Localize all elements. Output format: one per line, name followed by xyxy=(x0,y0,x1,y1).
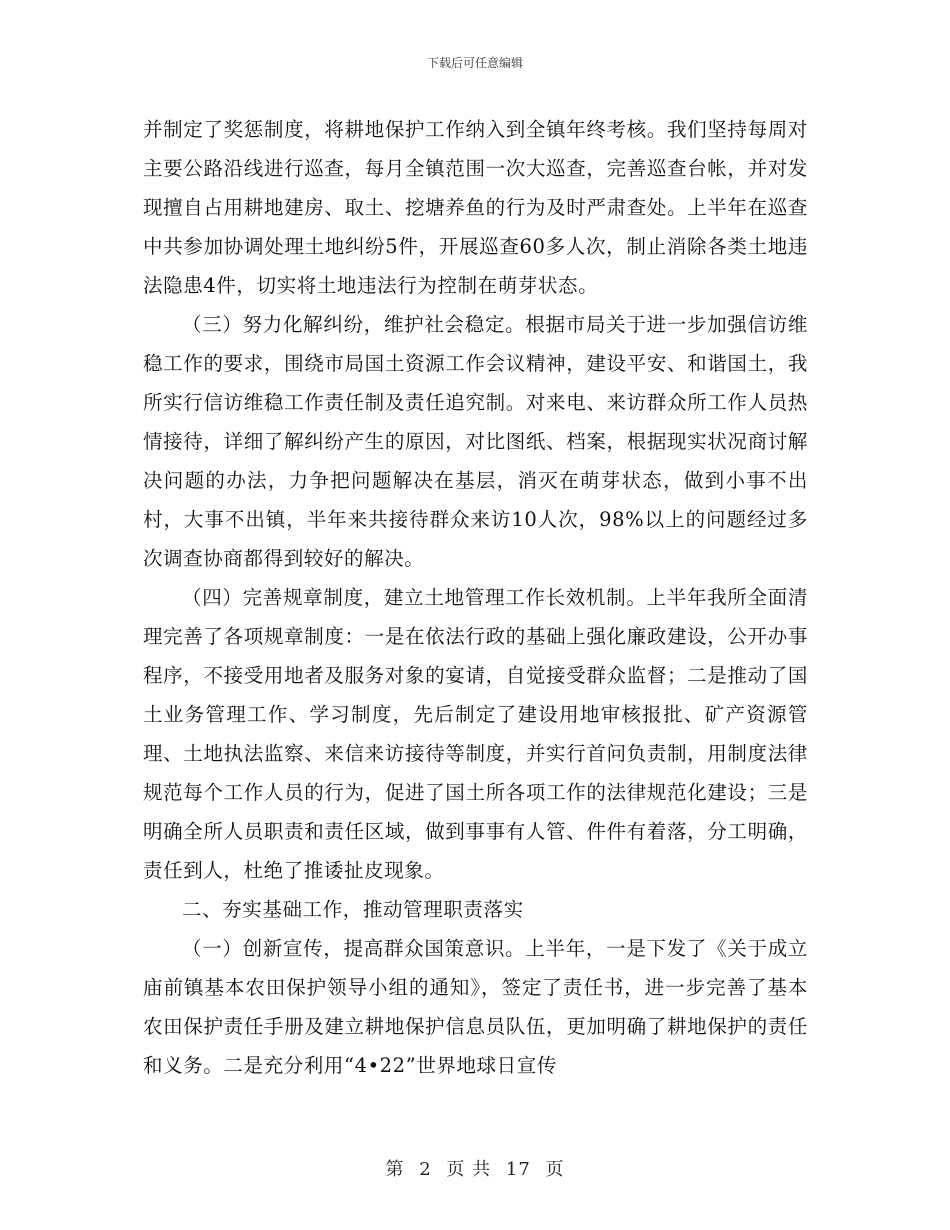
footer-page-number: 2 xyxy=(419,1159,432,1180)
footer-total-pages: 17 xyxy=(505,1159,531,1180)
footer-prefix: 第 xyxy=(385,1159,405,1180)
paragraph-2: （三）努力化解纠纷，维护社会稳定。根据市局关于进一步加强信访维稳工作的要求，围绕市局国土资源工作会议精神，建设平安、和谐国土，我所实行信访维稳工作责任制及责任追究制。对来电、来访群众所工作人员热情接待，详细了解纠纷产生的原因，对比图纸、档案，根据现实状况商讨解决问题的办法，力争把问题解决在基层，消灭在萌芽状态，做到小事不出村，大事不出镇，半年来共接待群众来访10人次，98%以上的问题经过多次调查协商都得到较好的解决。 xyxy=(143,313,808,570)
page-footer xyxy=(0,1155,950,1181)
page-header: 下载后可任意编辑 xyxy=(426,56,523,70)
paragraph-5: （一）创新宣传，提高群众国策意识。上半年，一是下发了《关于成立庙前镇基本农田保护领导小组的通知》，签定了责任书，进一步完善了基本农田保护责任手册及建立耕地保护信息员队伍，更加明确了耕地保护的责任和义务。二是充分利用“4•22”世界地球日宣传 xyxy=(143,937,808,1077)
footer-middle: 页 共 xyxy=(446,1159,492,1180)
paragraph-3: （四）完善规章制度，建立土地管理工作长效机制。上半年我所全面清理完善了各项规章制度：一是在依法行政的基础上强化廉政建设，公开办事程序，不接受用地者及服务对象的宴请，自觉接受群众监督；二是推动了国土业务管理工作、学习制度，先后制定了建设用地审核报批、矿产资源管理、土地执法监察、来信来访接待等制度，并实行首问负责制，用制度法律规范每个工作人员的行为，促进了国土所各项工作的法律规范化建设；三是明确全所人员职责和责任区域，做到事事有人管、件件有着落，分工明确，责任到人，杜绝了推诿扯皮现象。 xyxy=(143,586,808,882)
paragraph-1: 并制定了奖惩制度，将耕地保护工作纳入到全镇年终考核。我们坚持每周对主要公路沿线进行巡查，每月全镇范围一次大巡查，完善巡查台帐，并对发现擅自占用耕地建房、取土、挖塘养鱼的行为及时严肃查处。上半年在巡查中共参加协调处理土地纠纷5件，开展巡查60多人次，制止消除各类土地违法隐患4件，切实将土地违法行为控制在萌芽状态。 xyxy=(143,118,808,297)
document-body xyxy=(143,110,808,1085)
footer-suffix: 页 xyxy=(545,1159,565,1180)
section-heading: 二、夯实基础工作，推动管理职责落实 xyxy=(182,898,524,921)
